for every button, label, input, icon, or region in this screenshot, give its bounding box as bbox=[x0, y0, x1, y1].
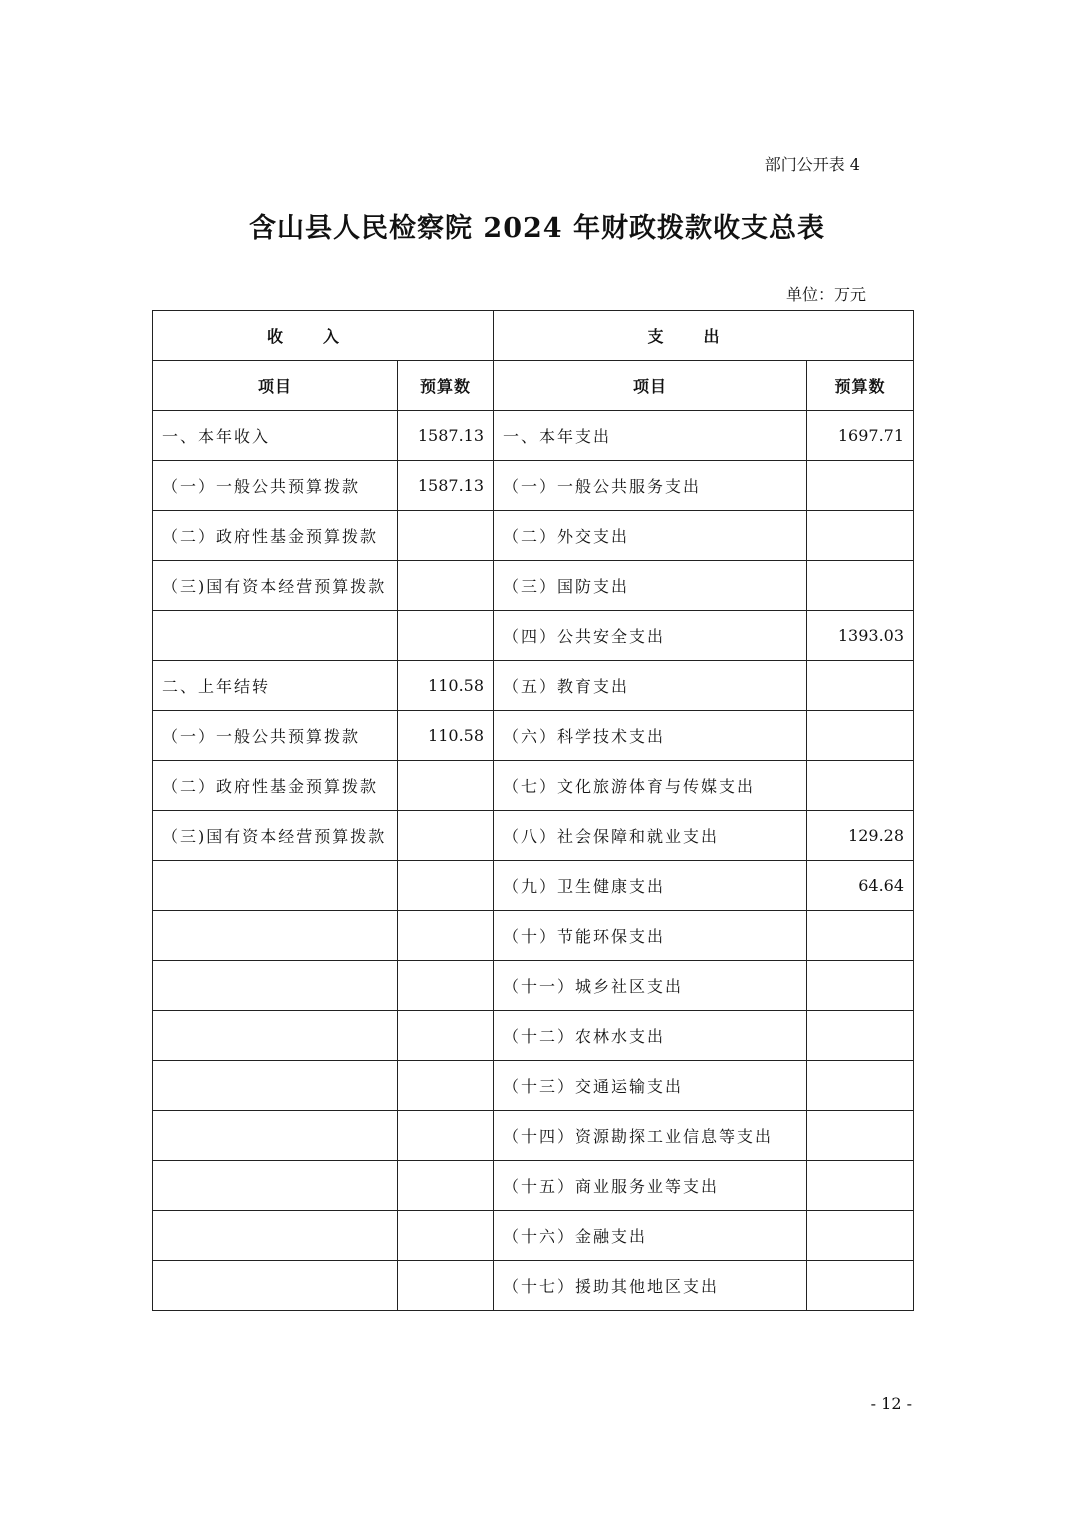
expense-item-cell: （一）一般公共服务支出 bbox=[494, 461, 807, 511]
income-item-cell: （三)国有资本经营预算拨款 bbox=[153, 561, 398, 611]
income-item-cell bbox=[153, 1011, 398, 1061]
table-row bbox=[153, 611, 914, 661]
section-header-row bbox=[153, 311, 914, 361]
income-item-cell: （二）政府性基金预算拨款 bbox=[153, 511, 398, 561]
expense-budget-cell bbox=[807, 561, 914, 611]
expense-item-cell: （十六）金融支出 bbox=[494, 1211, 807, 1261]
unit-label: 单位：万元 bbox=[785, 285, 866, 304]
table-row bbox=[153, 811, 914, 861]
page-title: 含山县人民检察院 2024 年财政拨款收支总表 bbox=[249, 213, 825, 244]
expense-budget-cell bbox=[807, 761, 914, 811]
income-item-cell bbox=[153, 611, 398, 661]
income-item-cell bbox=[153, 1211, 398, 1261]
income-item-cell: （一）一般公共预算拨款 bbox=[153, 461, 398, 511]
income-budget-header: 预算数 bbox=[398, 361, 494, 411]
expense-budget-header: 预算数 bbox=[807, 361, 914, 411]
expense-section-header: 支出 bbox=[494, 311, 914, 361]
expense-budget-cell bbox=[807, 661, 914, 711]
table-row bbox=[153, 511, 914, 561]
income-item-cell bbox=[153, 911, 398, 961]
income-budget-cell: 1587.13 bbox=[398, 461, 494, 511]
income-item-cell: （三)国有资本经营预算拨款 bbox=[153, 811, 398, 861]
expense-budget-cell: 1393.03 bbox=[807, 611, 914, 661]
income-item-header: 项目 bbox=[153, 361, 398, 411]
income-budget-cell bbox=[398, 561, 494, 611]
income-budget-cell bbox=[398, 1111, 494, 1161]
income-item-cell bbox=[153, 1261, 398, 1311]
income-budget-cell bbox=[398, 811, 494, 861]
table-row bbox=[153, 661, 914, 711]
expense-budget-cell bbox=[807, 961, 914, 1011]
income-item-cell bbox=[153, 1161, 398, 1211]
income-budget-cell bbox=[398, 611, 494, 661]
income-section-header: 收入 bbox=[153, 311, 494, 361]
budget-table bbox=[152, 310, 914, 1311]
expense-budget-cell: 64.64 bbox=[807, 861, 914, 911]
expense-budget-cell bbox=[807, 711, 914, 761]
expense-budget-cell bbox=[807, 1211, 914, 1261]
expense-item-cell: （十三）交通运输支出 bbox=[494, 1061, 807, 1111]
table-row bbox=[153, 1211, 914, 1261]
expense-item-cell: （十二）农林水支出 bbox=[494, 1011, 807, 1061]
expense-item-cell: （十四）资源勘探工业信息等支出 bbox=[494, 1111, 807, 1161]
expense-item-cell: （二）外交支出 bbox=[494, 511, 807, 561]
page-number: - 12 - bbox=[870, 1394, 912, 1413]
income-budget-cell: 110.58 bbox=[398, 711, 494, 761]
income-item-cell: （一）一般公共预算拨款 bbox=[153, 711, 398, 761]
income-budget-cell bbox=[398, 511, 494, 561]
table-row bbox=[153, 411, 914, 461]
table-row bbox=[153, 461, 914, 511]
income-item-cell bbox=[153, 1111, 398, 1161]
table-row bbox=[153, 961, 914, 1011]
income-item-cell bbox=[153, 1061, 398, 1111]
expense-item-cell: （九）卫生健康支出 bbox=[494, 861, 807, 911]
table-row bbox=[153, 911, 914, 961]
expense-item-cell: （四）公共安全支出 bbox=[494, 611, 807, 661]
expense-item-cell: （十五）商业服务业等支出 bbox=[494, 1161, 807, 1211]
income-budget-cell bbox=[398, 911, 494, 961]
table-row bbox=[153, 861, 914, 911]
income-budget-cell bbox=[398, 1211, 494, 1261]
expense-item-cell: （五）教育支出 bbox=[494, 661, 807, 711]
income-budget-cell bbox=[398, 1161, 494, 1211]
table-row bbox=[153, 1111, 914, 1161]
expense-item-cell: （八）社会保障和就业支出 bbox=[494, 811, 807, 861]
expense-item-cell: 一、本年支出 bbox=[494, 411, 807, 461]
income-budget-cell bbox=[398, 961, 494, 1011]
income-budget-cell bbox=[398, 1261, 494, 1311]
expense-budget-cell bbox=[807, 461, 914, 511]
expense-item-cell: （六）科学技术支出 bbox=[494, 711, 807, 761]
expense-budget-cell bbox=[807, 1161, 914, 1211]
income-budget-cell bbox=[398, 1011, 494, 1061]
expense-budget-cell bbox=[807, 1061, 914, 1111]
expense-budget-cell bbox=[807, 911, 914, 961]
income-budget-cell bbox=[398, 761, 494, 811]
income-item-cell: （二）政府性基金预算拨款 bbox=[153, 761, 398, 811]
expense-budget-cell: 1697.71 bbox=[807, 411, 914, 461]
income-item-cell bbox=[153, 961, 398, 1011]
table-row bbox=[153, 711, 914, 761]
table-row bbox=[153, 1261, 914, 1311]
expense-item-cell: （十）节能环保支出 bbox=[494, 911, 807, 961]
income-budget-cell: 110.58 bbox=[398, 661, 494, 711]
expense-item-cell: （十一）城乡社区支出 bbox=[494, 961, 807, 1011]
table-row bbox=[153, 1011, 914, 1061]
income-item-cell: 二、上年结转 bbox=[153, 661, 398, 711]
expense-budget-cell bbox=[807, 1011, 914, 1061]
table-row bbox=[153, 1161, 914, 1211]
expense-item-cell: （十七）援助其他地区支出 bbox=[494, 1261, 807, 1311]
expense-budget-cell: 129.28 bbox=[807, 811, 914, 861]
expense-budget-cell bbox=[807, 1111, 914, 1161]
income-item-cell: 一、本年收入 bbox=[153, 411, 398, 461]
expense-item-cell: （三）国防支出 bbox=[494, 561, 807, 611]
expense-budget-cell bbox=[807, 511, 914, 561]
income-item-cell bbox=[153, 861, 398, 911]
expense-item-cell: （七）文化旅游体育与传媒支出 bbox=[494, 761, 807, 811]
table-row bbox=[153, 761, 914, 811]
income-budget-cell: 1587.13 bbox=[398, 411, 494, 461]
expense-budget-cell bbox=[807, 1261, 914, 1311]
form-id: 部门公开表 4 bbox=[764, 155, 860, 174]
column-header-row bbox=[153, 361, 914, 411]
table-row bbox=[153, 1061, 914, 1111]
table-row bbox=[153, 561, 914, 611]
income-budget-cell bbox=[398, 1061, 494, 1111]
expense-item-header: 项目 bbox=[494, 361, 807, 411]
income-budget-cell bbox=[398, 861, 494, 911]
